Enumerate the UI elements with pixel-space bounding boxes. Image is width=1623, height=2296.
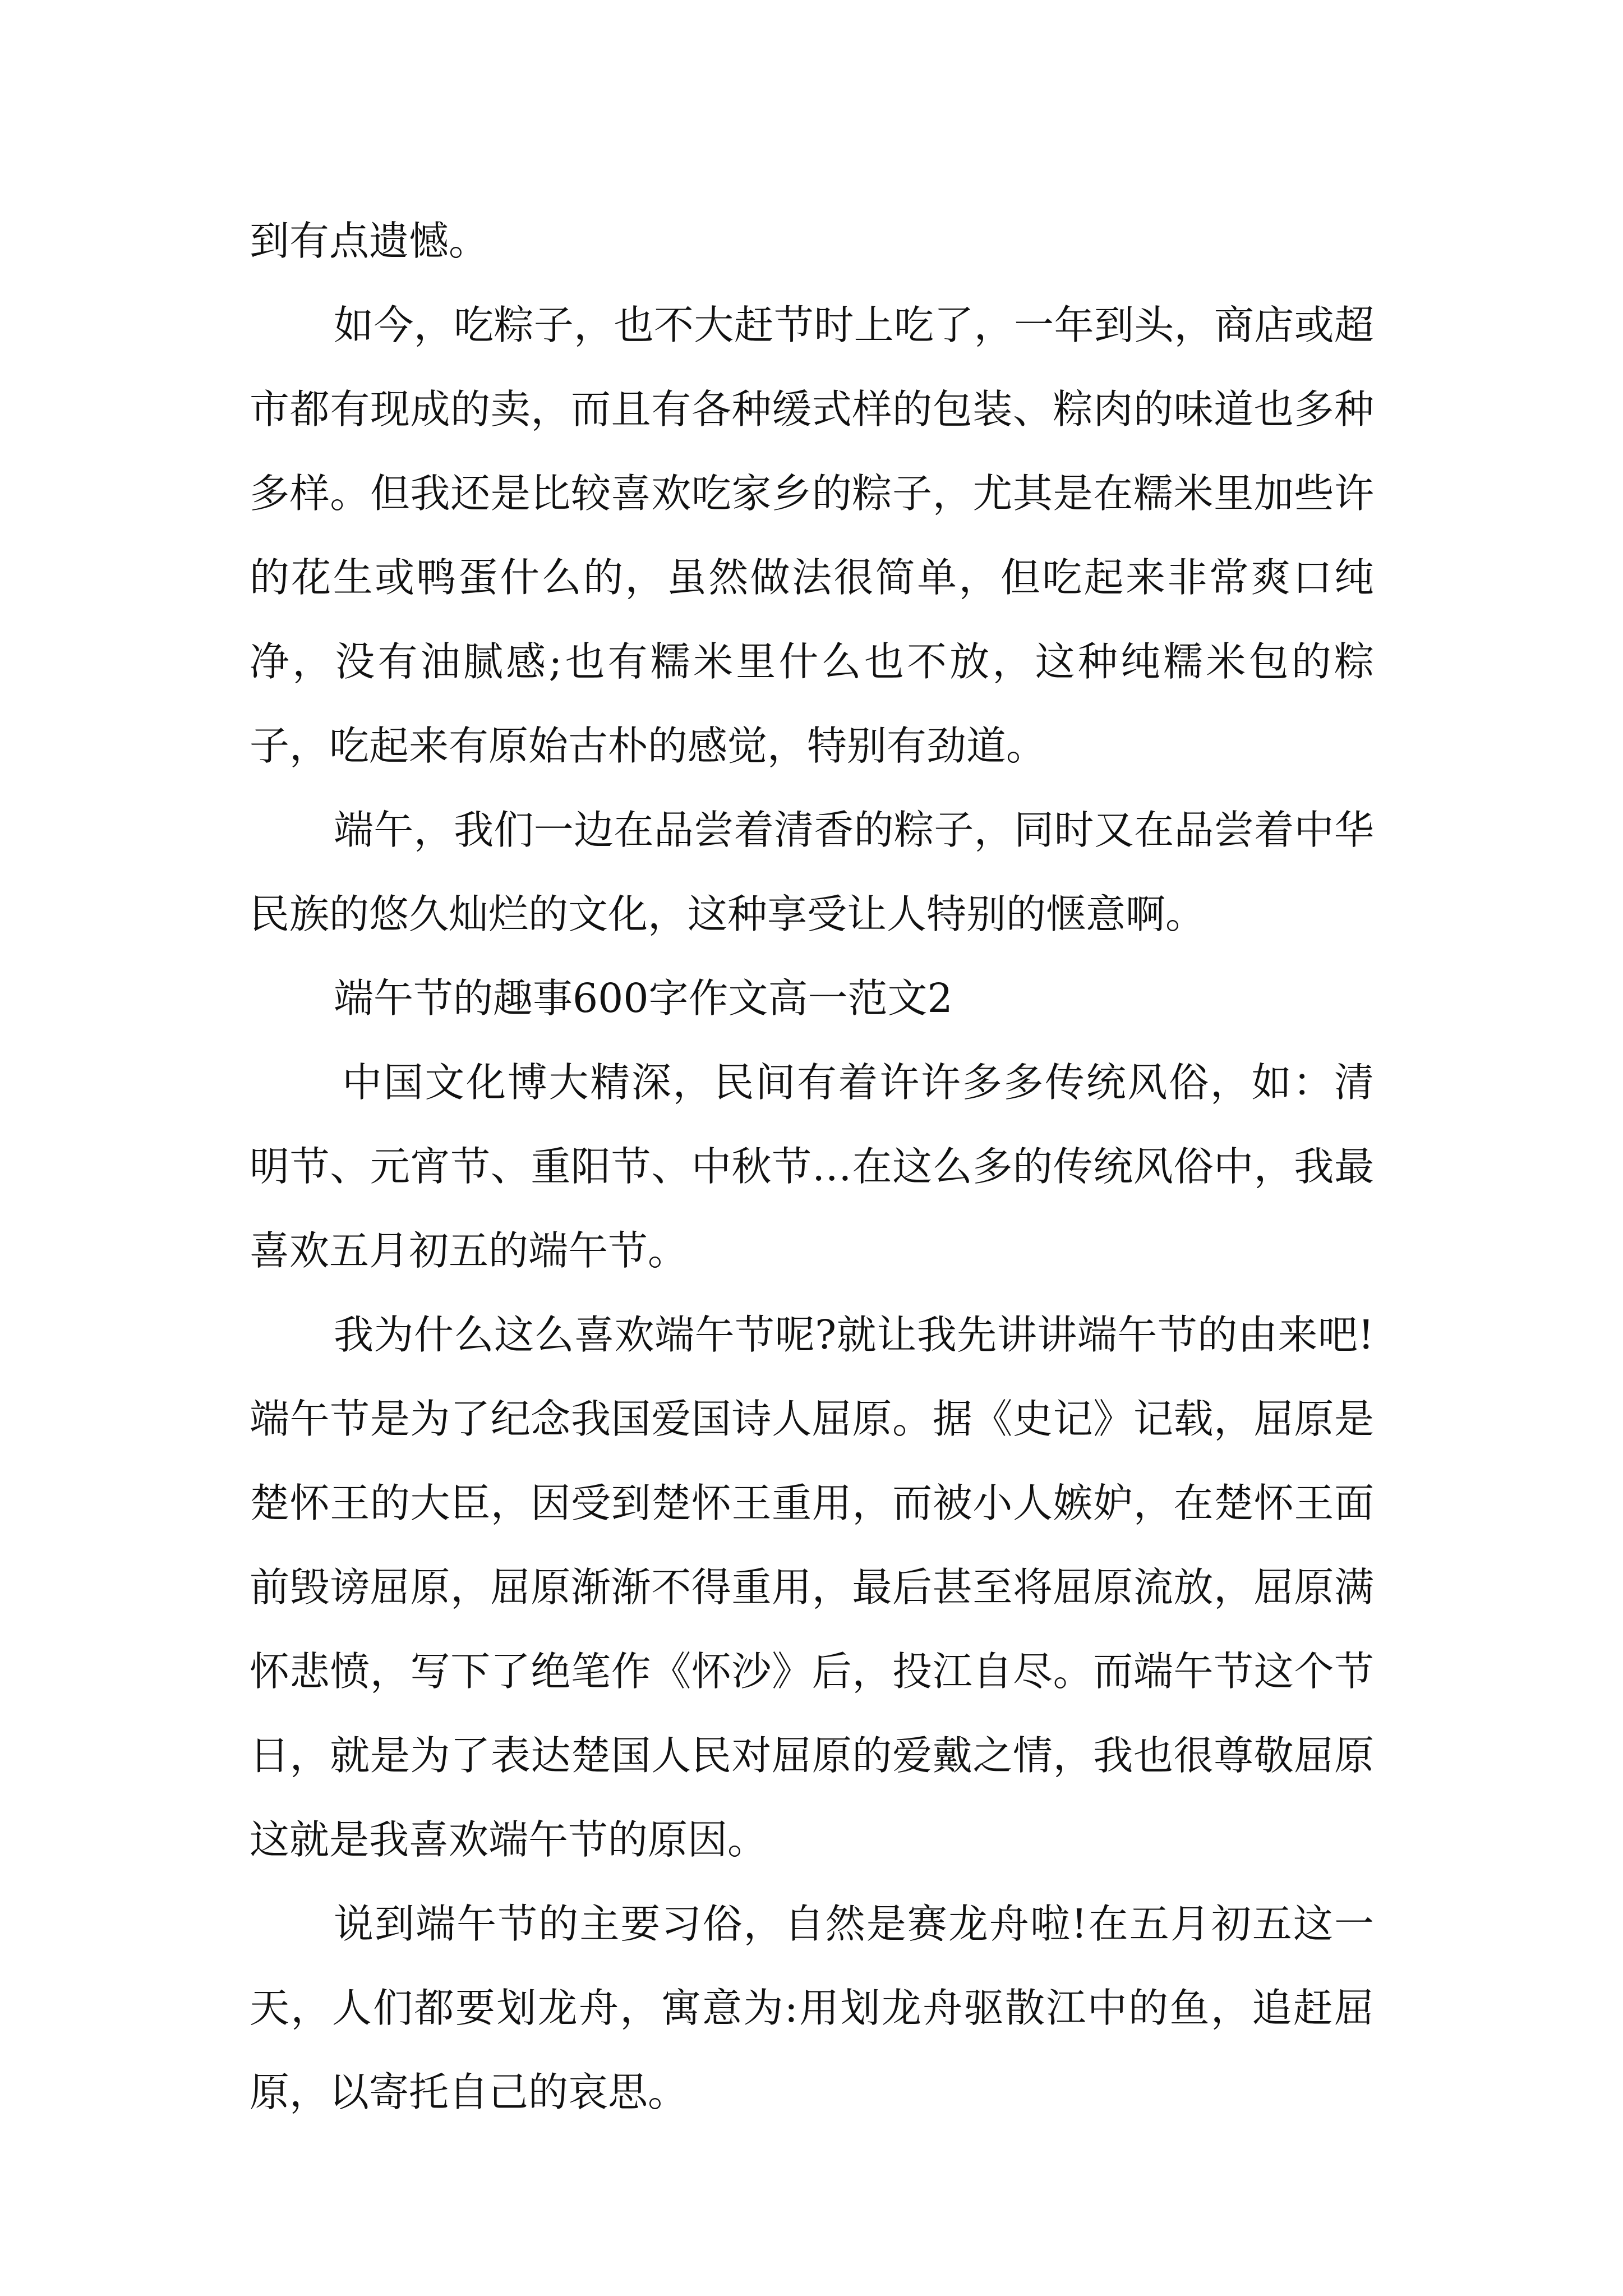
paragraph-dragon-boat: 说到端午节的主要习俗，自然是赛龙舟啦!在五月初五这一天，人们都要划龙舟，寓意为:用划龙舟驱散江中的鱼，追赶屈原，以寄托自己的哀思。 xyxy=(250,1901,1374,2115)
paragraph-chinese-customs: 中国文化博大精深，民间有着许许多多传统风俗，如：清明节、元宵节、重阳节、中秋节…在这么多的传统风俗中，我最喜欢五月初五的端午节。 xyxy=(250,1059,1374,1274)
paragraph-continuation: 到有点遗憾。 xyxy=(250,218,489,264)
paragraph-zongzi-today: 如今，吃粽子，也不大赶节时上吃了，一年到头，商店或超市都有现成的卖，而且有各种缓式样的包装、粽肉的味道也多种多样。但我还是比较喜欢吃家乡的粽子，尤其是在糯米里加些许的花生或鸭蛋什么的，虽然做法很简单，但吃起来非常爽口纯净，没有油腻感;也有糯米里什么也不放，这种纯糯米包的粽子，吃起来有原始古朴的感觉，特别有劲道。 xyxy=(250,302,1374,769)
paragraph-qu-yuan-origin: 我为什么这么喜欢端午节呢?就让我先讲讲端午节的由来吧!端午节是为了纪念我国爱国诗人屈原。据《史记》记载，屈原是楚怀王的大臣，因受到楚怀王重用，而被小人嫉妒，在楚怀王面前毁谤屈原，屈原渐渐不得重用，最后甚至将屈原流放，屈原满怀悲愤，写下了绝笔作《怀沙》后，投江自尽。而端午节这个节日，就是为了表达楚国人民对屈原的爱戴之情，我也很尊敬屈原这就是我喜欢端午节的原因。 xyxy=(250,1312,1374,1863)
paragraph-duanwu-culture: 端午，我们一边在品尝着清香的粽子，同时又在品尝着中华民族的悠久灿烂的文化，这种享受让人特别的惬意啊。 xyxy=(250,807,1374,937)
section-title: 端午节的趣事600字作文高一范文2 xyxy=(334,975,953,1022)
document-body xyxy=(250,199,1374,2134)
